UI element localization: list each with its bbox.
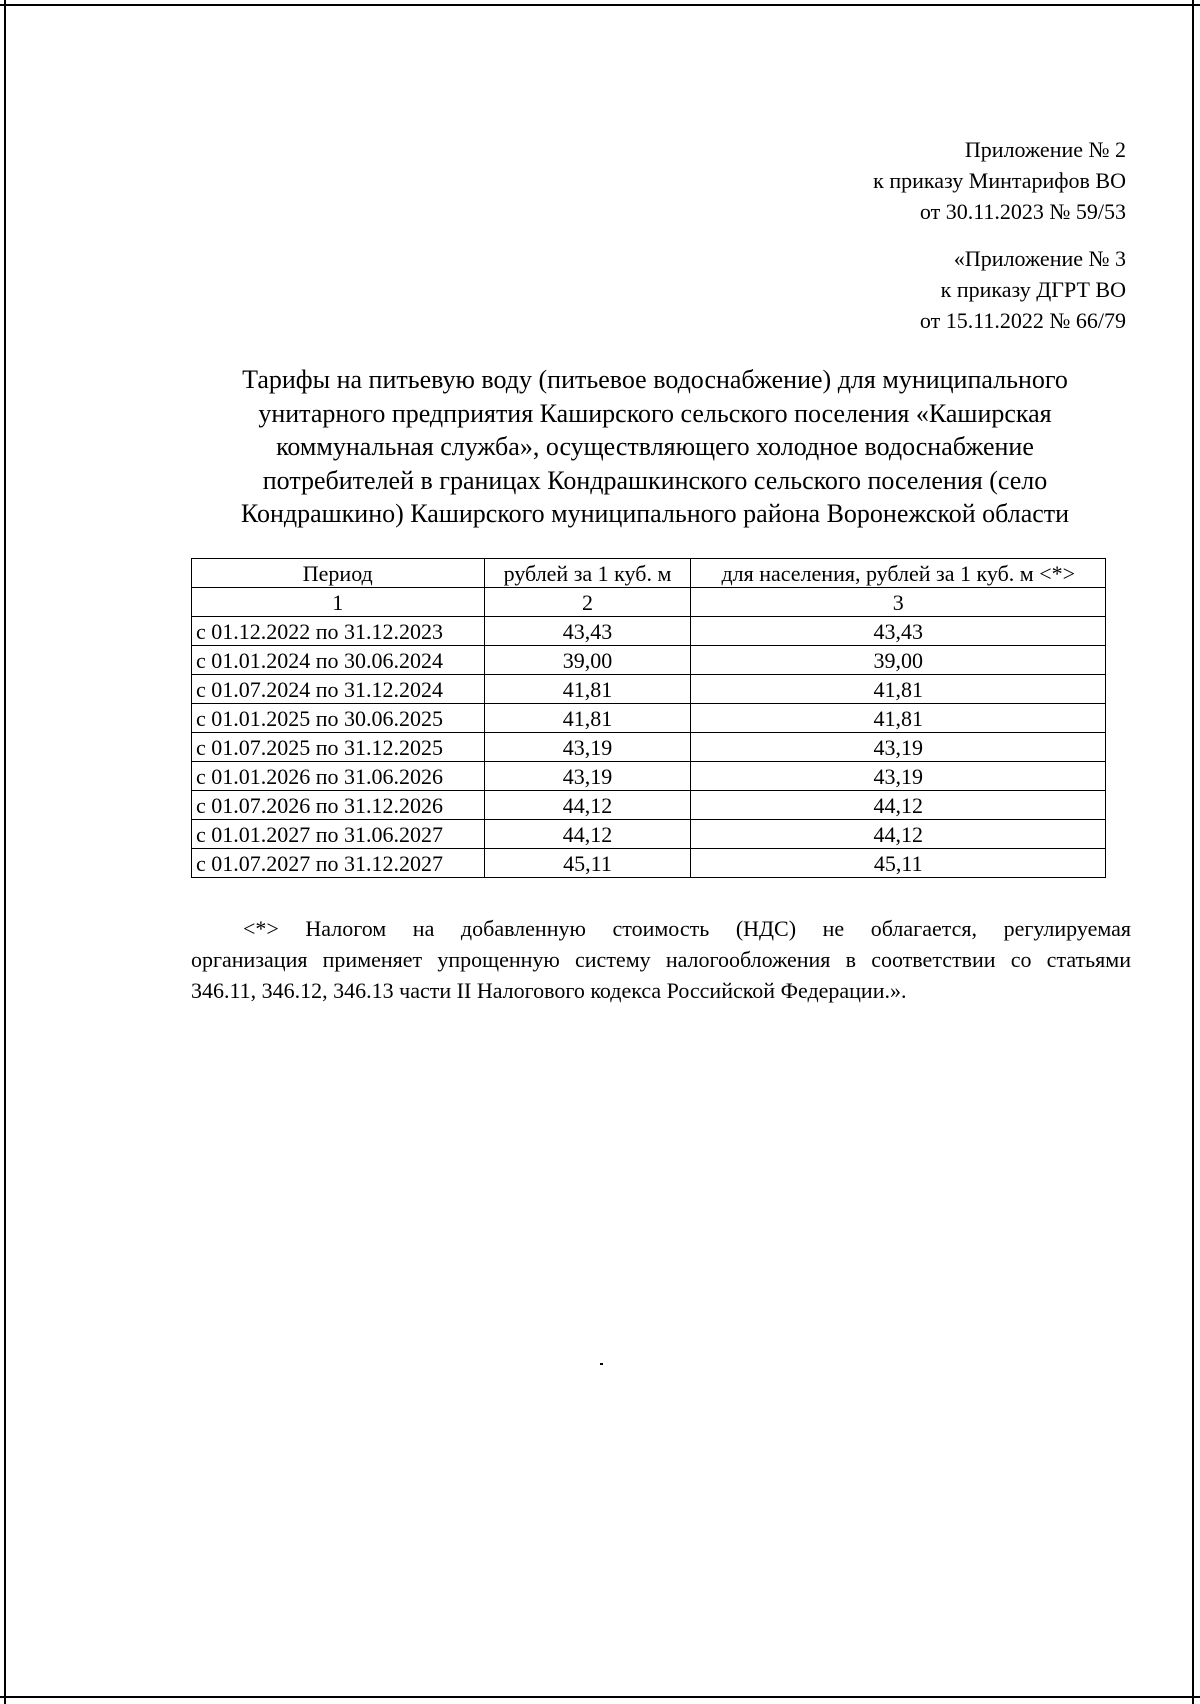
column-number: 2 (484, 588, 691, 617)
table-row (192, 820, 1106, 849)
tariff-cell: 45,11 (484, 849, 691, 878)
period-cell: с 01.01.2027 по 31.06.2027 (192, 820, 485, 849)
appendix-order-date: от 30.11.2023 № 59/53 (919, 199, 1126, 224)
table-row (192, 704, 1106, 733)
period-cell: с 01.07.2026 по 31.12.2026 (192, 791, 485, 820)
quoted-appendix-order-date: от 15.11.2022 № 66/79 (919, 308, 1126, 333)
population-tariff-cell: 44,12 (691, 820, 1106, 849)
tariff-cell: 44,12 (484, 820, 691, 849)
appendix-order-ref: к приказу Минтарифов ВО (873, 168, 1126, 193)
period-cell: с 01.01.2025 по 30.06.2025 (192, 704, 485, 733)
title-line: коммунальная служба», осуществляющего холодное водоснабжение (276, 432, 1034, 461)
table-row (192, 675, 1106, 704)
period-cell: с 01.07.2025 по 31.12.2025 (192, 733, 485, 762)
tariff-cell: 43,19 (484, 733, 691, 762)
appendix-number: Приложение № 2 (964, 137, 1126, 162)
header-population-rubles-per-m3: для населения, рублей за 1 куб. м <*> (691, 559, 1106, 588)
period-cell: с 01.01.2024 по 30.06.2024 (192, 646, 485, 675)
period-cell: с 01.01.2026 по 31.06.2026 (192, 762, 485, 791)
column-number: 3 (691, 588, 1106, 617)
title-line: потребителей в границах Кондрашкинского сельского поселения (село (262, 465, 1048, 495)
tariff-cell: 43,43 (484, 617, 691, 646)
scan-border-top (0, 4, 1200, 6)
scan-speck (600, 1363, 603, 1365)
scan-border-left (4, 0, 6, 1704)
footnote-line: 346.11, 346.12, 346.13 части II Налогового кодекса Российской Федерации.». (191, 978, 907, 1003)
quoted-appendix-order-ref: к приказу ДГРТ ВО (940, 277, 1126, 302)
title-line: унитарного предприятия Каширского сельского поселения «Каширская (258, 398, 1052, 428)
table-header-row (192, 559, 1106, 588)
table-row (192, 791, 1106, 820)
footnote-line: организация применяет упрощенную систему налогообложения в соответствии со статьями (191, 947, 1131, 972)
table-row (192, 762, 1106, 791)
period-cell: с 01.07.2027 по 31.12.2027 (192, 849, 485, 878)
scan-border-bottom (0, 1696, 1200, 1698)
period-cell: с 01.12.2022 по 31.12.2023 (192, 617, 485, 646)
appendix-header (873, 134, 1126, 227)
title-line: Тарифы на питьевую воду (питьевое водоснабжение) для муниципального (242, 365, 1068, 394)
vat-footnote (191, 913, 1131, 1006)
tariff-cell: 41,81 (484, 704, 691, 733)
column-number: 1 (192, 588, 485, 617)
population-tariff-cell: 39,00 (691, 646, 1106, 675)
population-tariff-cell: 45,11 (691, 849, 1106, 878)
period-cell: с 01.07.2024 по 31.12.2024 (192, 675, 485, 704)
tariff-cell: 39,00 (484, 646, 691, 675)
population-tariff-cell: 44,12 (691, 791, 1106, 820)
tariff-cell: 44,12 (484, 791, 691, 820)
document-title (190, 363, 1120, 531)
scan-border-right (1192, 0, 1194, 1704)
tariff-cell: 43,19 (484, 762, 691, 791)
population-tariff-cell: 43,43 (691, 617, 1106, 646)
quoted-appendix-header (920, 243, 1126, 336)
tariff-table (191, 558, 1106, 878)
table-row (192, 646, 1106, 675)
population-tariff-cell: 43,19 (691, 762, 1106, 791)
quoted-appendix-number: «Приложение № 3 (953, 246, 1126, 271)
tariff-cell: 41,81 (484, 675, 691, 704)
population-tariff-cell: 43,19 (691, 733, 1106, 762)
population-tariff-cell: 41,81 (691, 704, 1106, 733)
population-tariff-cell: 41,81 (691, 675, 1106, 704)
table-row (192, 849, 1106, 878)
table-row (192, 617, 1106, 646)
column-number-row (192, 588, 1106, 617)
table-row (192, 733, 1106, 762)
header-rubles-per-m3: рублей за 1 куб. м (484, 559, 691, 588)
footnote-line: <*> Налогом на добавленную стоимость (НДС) не облагается, регулируемая (243, 916, 1131, 941)
title-line: Кондрашкино) Каширского муниципального района Воронежской области (240, 499, 1070, 528)
header-period: Период (192, 559, 485, 588)
